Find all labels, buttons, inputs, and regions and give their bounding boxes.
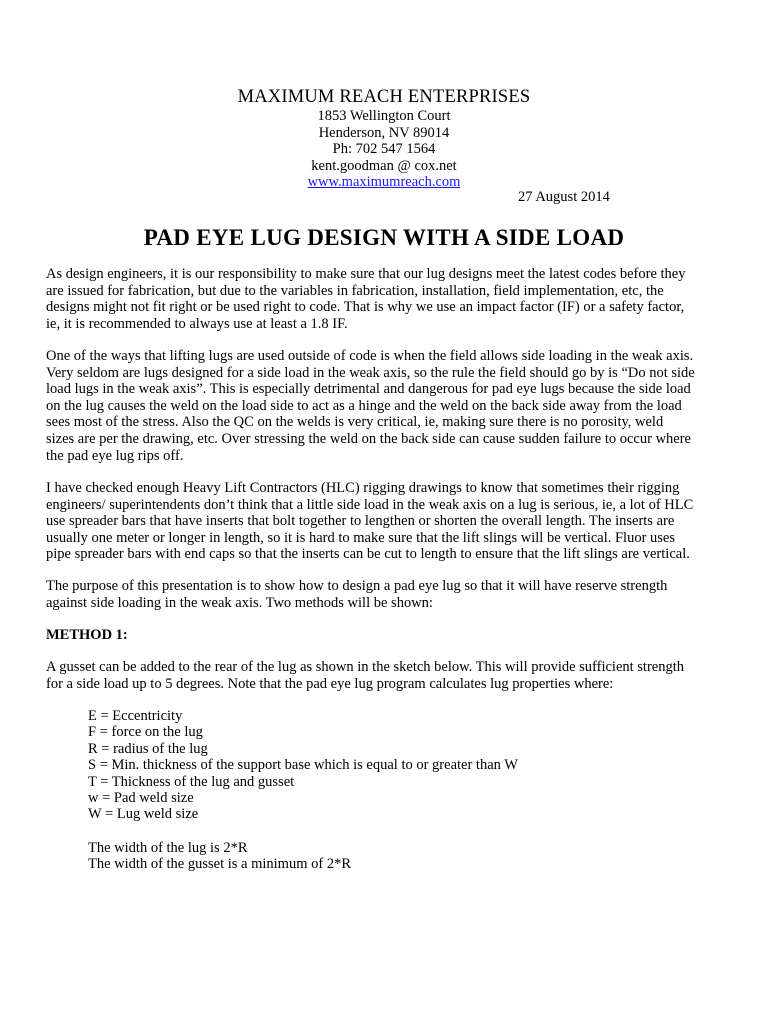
paragraph-method-1 <box>46 659 736 692</box>
text-line: against side loading in the weak axis. Two methods will be shown: <box>46 594 433 611</box>
text-line: pipe spreader bars with end caps so that the inserts can be cut to length to ensure that the lift slings are vertical. <box>46 546 690 563</box>
website-link[interactable]: www.maximumreach.com <box>307 174 461 190</box>
definition-item: R = radius of the lug <box>88 740 208 757</box>
document-title: PAD EYE LUG DESIGN WITH A SIDE LOAD <box>143 225 625 250</box>
text-line: sizes are per the drawing, etc. Over stressing the weld on the back side can cause sudden failure to occur where <box>46 430 691 447</box>
method-1-heading: METHOD 1: <box>46 627 128 643</box>
text-line: I have checked enough Heavy Lift Contractors (HLC) rigging drawings to know that sometimes their rigging <box>46 480 680 496</box>
definition-item: F = force on the lug <box>88 724 203 741</box>
email-address: kent.goodman @ cox.net <box>311 157 457 174</box>
address-line-1: 1853 Wellington Court <box>317 108 451 124</box>
width-note: The width of the lug is 2*R <box>88 840 248 856</box>
text-line: As design engineers, it is our responsibility to make sure that our lug designs meet the latest codes before they <box>46 266 686 282</box>
width-notes <box>88 840 351 873</box>
text-line: engineers/ superintendents don’t think that a little side load in the weak axis on a lug is serious, ie, a lot of HLC <box>46 496 694 513</box>
document-date: 27 August 2014 <box>518 189 610 205</box>
address-line-2: Henderson, NV 89014 <box>318 124 450 141</box>
definition-item: T = Thickness of the lug and gusset <box>88 773 295 790</box>
text-line: One of the ways that lifting lugs are used outside of code is when the field allows side loading in the weak axis. <box>46 348 694 364</box>
definition-item: W = Lug weld size <box>88 806 199 823</box>
paragraph-side-loading <box>46 348 736 464</box>
definition-item: S = Min. thickness of the support base which is equal to or greater than W <box>88 757 518 774</box>
paragraph-hlc <box>46 480 736 563</box>
text-line: on the lug causes the weld on the load side to act as a hinge and the weld on the back side away from the load <box>46 397 682 414</box>
definition-item: E = Eccentricity <box>88 708 183 724</box>
text-line: A gusset can be added to the rear of the lug as shown in the sketch below. This will provide sufficient strength <box>46 659 684 675</box>
text-line: use spreader bars that have inserts that bolt together to lengthen or shorten the overall length. The inserts are <box>46 513 675 530</box>
width-note: The width of the gusset is a minimum of 2*R <box>88 856 351 873</box>
text-line: usually one meter or longer in length, so it is hard to make sure that the lift slings will be vertical. Fluor uses <box>46 529 676 546</box>
text-line: Very seldom are lugs designed for a side load in the weak axis, so the rule the field should go by is “Do not side <box>46 364 695 381</box>
definitions-list <box>88 708 518 823</box>
text-line: for a side load up to 5 degrees. Note that the pad eye lug program calculates lug properties where: <box>46 675 614 692</box>
definition-item: w = Pad weld size <box>88 790 194 807</box>
text-line: designs might not fit right or be used right to code. That is why we use an impact factor (IF) or a safety factor, <box>46 299 685 316</box>
text-line: ie, it is recommended to always use at least a 1.8 IF. <box>46 315 348 332</box>
paragraph-intro <box>46 266 736 332</box>
letterhead <box>0 86 768 191</box>
paragraph-purpose <box>46 578 736 611</box>
phone-number: Ph: 702 547 1564 <box>332 141 436 157</box>
text-line: are issued for fabrication, but due to the variables in fabrication, installation, field implementation, etc, the <box>46 282 664 299</box>
text-line: load lugs in the weak axis”. This is especially detrimental and dangerous for pad eye lugs because the side load <box>46 381 691 398</box>
text-line: sees most of the stress. Also the QC on the welds is very critical, ie, making sure there is no porosity, weld <box>46 414 664 431</box>
text-line: The purpose of this presentation is to show how to design a pad eye lug so that it will have reserve strength <box>46 578 668 594</box>
company-name: MAXIMUM REACH ENTERPRISES <box>237 87 531 107</box>
text-line: the pad eye lug rips off. <box>46 447 184 464</box>
